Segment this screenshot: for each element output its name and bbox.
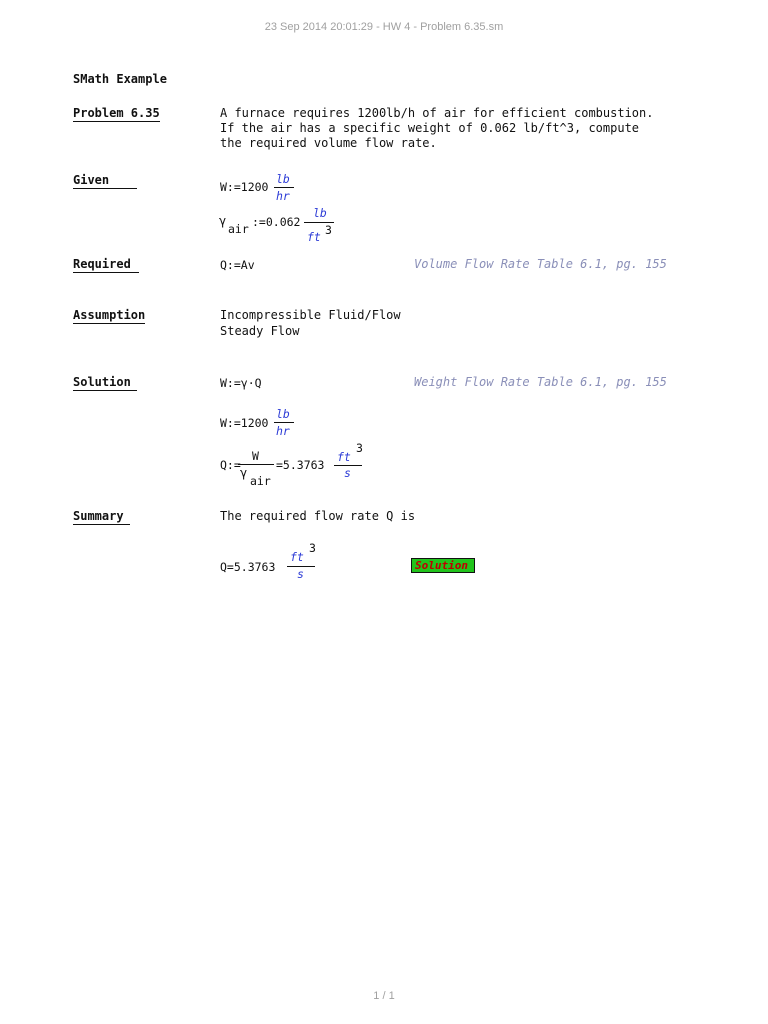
solution-equation-1: W:=γ·Q [220, 376, 262, 390]
required-equation: Q:=Av [220, 258, 255, 272]
summary-q-unit-exp: 3 [309, 541, 316, 555]
solution-w-unit-den: hr [276, 424, 290, 438]
assumption-line-2: Steady Flow [220, 324, 300, 338]
given-w-unit-num: lb [276, 172, 290, 186]
given-gamma-unit-num: lb [313, 206, 327, 220]
given-gamma-unit-den: ft [307, 230, 321, 244]
section-label-problem: Problem 6.35 [73, 106, 160, 120]
document-title: SMath Example [73, 72, 167, 86]
solution-q-den-symbol: γ [240, 466, 248, 480]
section-label-summary: Summary [73, 509, 130, 525]
summary-q-unit-den: s [297, 567, 304, 581]
solution-q-unit-num: ft [337, 450, 351, 464]
problem-statement [220, 106, 653, 151]
given-gamma-unit-exp: 3 [325, 223, 332, 237]
problem-line-2: If the air has a specific weight of 0.062 lb/ft^3, compute [220, 121, 640, 135]
section-label-assumption: Assumption [73, 308, 146, 322]
page-header: 23 Sep 2014 20:01:29 - HW 4 - Problem 6.35.sm [264, 21, 504, 33]
solution-q-unit-den: s [344, 466, 351, 480]
solution-note: Weight Flow Rate Table 6.1, pg. 155 [414, 375, 667, 389]
summary-text: The required flow rate Q is [220, 509, 416, 523]
solution-w-fraction-bar [274, 422, 294, 423]
section-label-required: Required [73, 257, 139, 273]
required-note: Volume Flow Rate Table 6.1, pg. 155 [414, 257, 667, 271]
solution-q-lhs: Q:= [220, 458, 241, 472]
given-w-unit-den: hr [276, 189, 290, 203]
assumption-list [220, 308, 401, 339]
solution-badge: Solution [411, 558, 475, 573]
section-label-given: Given [73, 173, 137, 189]
solution-q-fraction-bar [238, 464, 274, 465]
given-gamma-value: :=0.062 [252, 215, 301, 229]
summary-q-unit-num: ft [290, 550, 304, 564]
summary-q-result: Q=5.3763 [220, 560, 276, 574]
solution-w-lhs: W:=1200 [220, 416, 269, 430]
solution-q-result: =5.3763 [276, 458, 325, 472]
solution-q-unit-exp: 3 [356, 441, 363, 455]
given-gamma-subscript: air [228, 222, 249, 236]
given-w-fraction-bar [274, 187, 294, 188]
solution-q-den-subscript: air [250, 474, 271, 488]
problem-line-3: the required volume flow rate. [220, 136, 437, 150]
solution-w-unit-num: lb [276, 407, 290, 421]
problem-line-1: A furnace requires 1200lb/h of air for efficient combustion. [220, 106, 654, 120]
assumption-line-1: Incompressible Fluid/Flow [220, 308, 401, 322]
section-label-solution: Solution [73, 375, 137, 391]
given-gamma-symbol: γ [219, 214, 227, 228]
given-w-lhs: W:=1200 [220, 180, 269, 194]
page-number: 1 / 1 [373, 990, 395, 1002]
solution-q-numerator: W [252, 449, 259, 463]
